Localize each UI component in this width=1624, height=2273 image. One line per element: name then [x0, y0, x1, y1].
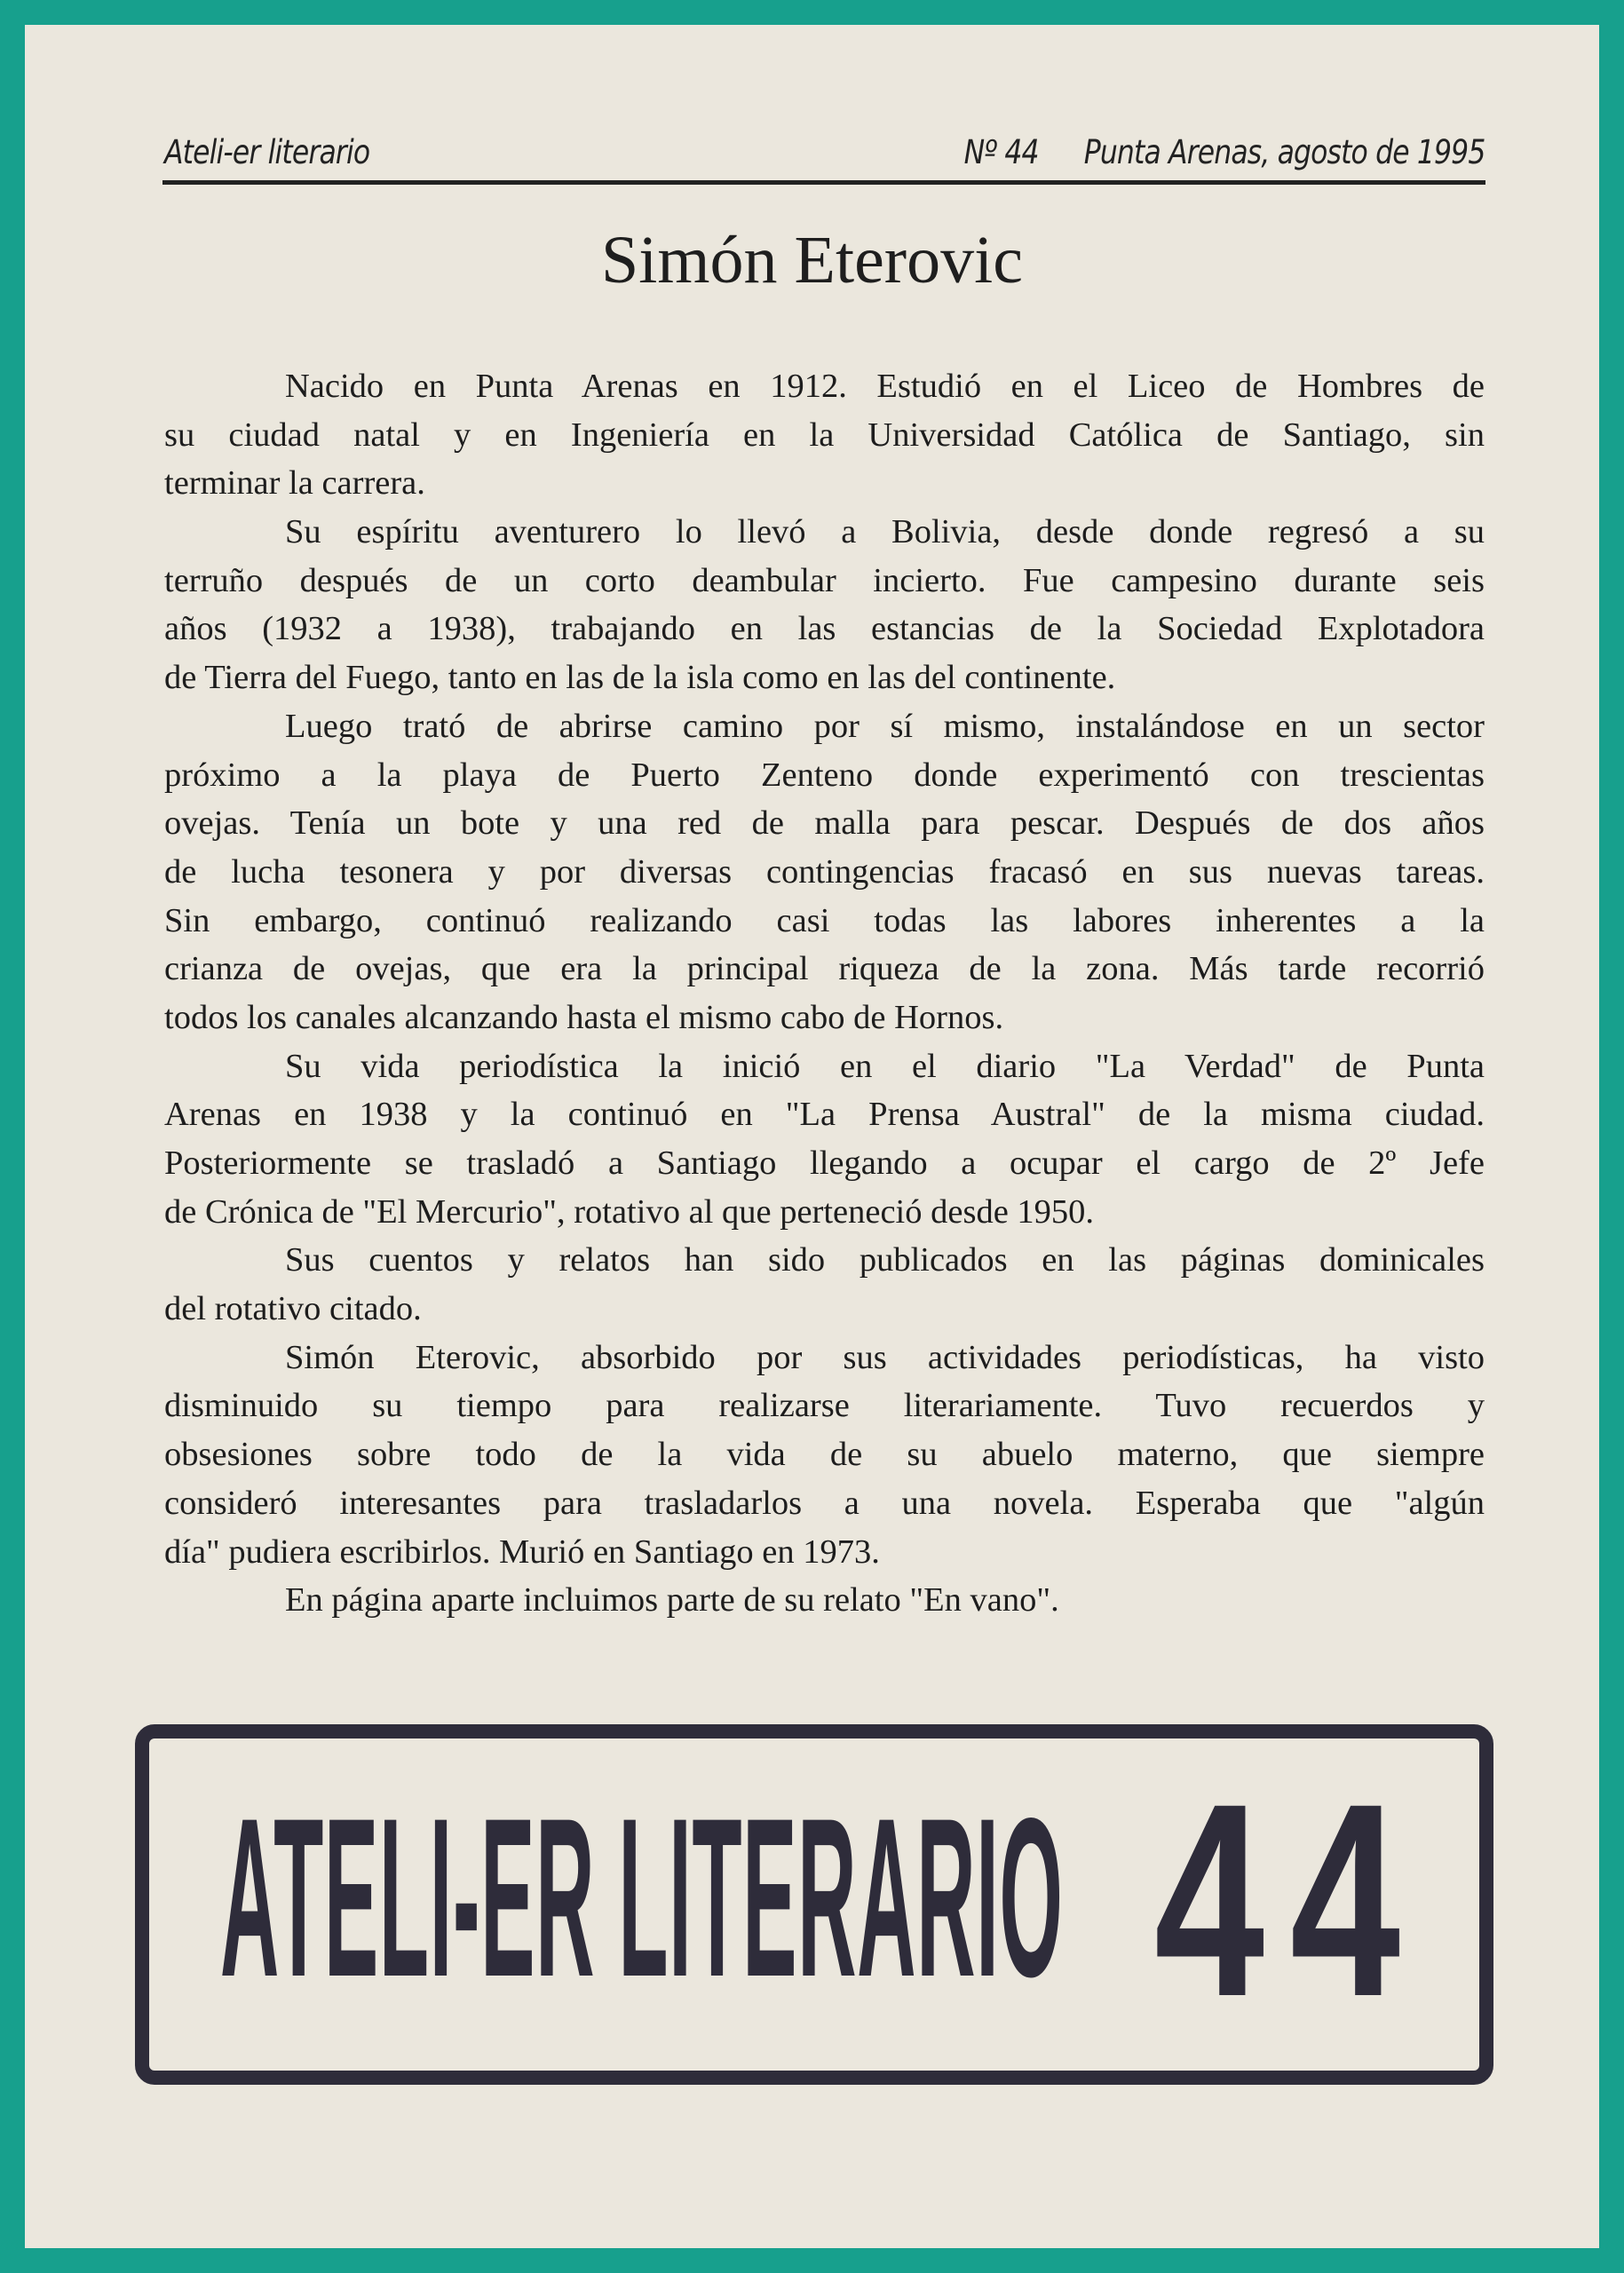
paragraph — [164, 1334, 1485, 1576]
paragraph — [164, 1042, 1485, 1237]
text-line: años (1932 a 1938), trabajando en las estancias de la Sociedad Explotadora — [164, 610, 1485, 648]
text-line: Simón Eterovic, absorbido por sus actividades periodísticas, ha visto — [285, 1338, 1485, 1376]
article-body — [164, 362, 1485, 1625]
text-line: disminuido su tiempo para realizarse literariamente. Tuvo recuerdos y — [164, 1387, 1485, 1425]
text-line: su ciudad natal y en Ingeniería en la Universidad Católica de Santiago, sin — [164, 416, 1485, 454]
text-line: todos los canales alcanzando hasta el mismo cabo de Hornos. — [164, 998, 1004, 1036]
issue-number: Nº 44 — [963, 133, 1039, 171]
text-line: ovejas. Tenía un bote y una red de malla para pescar. Después de dos años — [164, 804, 1485, 843]
text-line: terminar la carrera. — [164, 464, 425, 503]
text-line: obsesiones sobre todo de la vida de su abuelo materno, que siempre — [164, 1436, 1485, 1474]
text-line: terruño después de un corto deambular incierto. Fue campesino durante seis — [164, 561, 1485, 599]
text-line: Sus cuentos y relatos han sido publicados en las páginas dominicales — [285, 1241, 1485, 1279]
text-line: próximo a la playa de Puerto Zenteno donde experimentó con trescientas — [164, 756, 1485, 794]
text-line: consideró interesantes para trasladarlos a una novela. Esperaba que "algún — [164, 1484, 1485, 1522]
text-line: En página aparte incluimos parte de su relato "En vano". — [285, 1581, 1059, 1620]
text-line: Su espíritu aventurero lo llevó a Bolivia, desde donde regresó a su — [285, 513, 1485, 551]
publication-name: Ateli-er literario — [164, 133, 370, 171]
paragraph — [164, 1576, 1485, 1625]
text-line: de lucha tesonera y por diversas contingencias fracasó en sus nuevas tareas. — [164, 852, 1485, 891]
text-line: Su vida periodística la inició en el diario "La Verdad" de Punta — [285, 1047, 1485, 1085]
text-line: crianza de ovejas, que era la principal riqueza de la zona. Más tarde recorrió — [164, 950, 1485, 988]
header-rule — [162, 180, 1485, 185]
banner-number: 44 — [1154, 1746, 1426, 2054]
text-line: Nacido en Punta Arenas en 1912. Estudió en el Liceo de Hombres de — [285, 368, 1485, 405]
text-line: de Crónica de "El Mercurio", rotativo al que perteneció desde 1950. — [164, 1192, 1095, 1231]
text-line: Posteriormente se trasladó a Santiago llegando a ocupar el cargo de 2º Jefe — [164, 1144, 1485, 1182]
text-line: Sin embargo, continuó realizando casi todas las labores inherentes a la — [164, 901, 1485, 939]
place-date: Punta Arenas, agosto de 1995 — [1083, 133, 1485, 171]
text-line: del rotativo citado. — [164, 1290, 422, 1328]
paragraph — [164, 508, 1485, 702]
issue-info — [918, 133, 1485, 171]
paragraph — [164, 1236, 1485, 1333]
banner-title: ATELI-ER LITERARIO — [220, 1771, 1064, 2024]
paragraph — [164, 702, 1485, 1042]
text-line: Arenas en 1938 y la continuó en "La Prensa Austral" de la misma ciudad. — [164, 1096, 1485, 1134]
text-line: de Tierra del Fuego, tanto en las de la isla como en las del continente. — [164, 659, 1116, 697]
text-line: Luego trató de abrirse camino por sí mismo, instalándose en un sector — [285, 707, 1485, 745]
paragraph — [164, 362, 1485, 508]
running-header — [164, 124, 1485, 178]
text-line: día" pudiera escribirlos. Murió en Santiago en 1973. — [164, 1532, 880, 1571]
article-title: Simón Eterovic — [601, 223, 1023, 297]
